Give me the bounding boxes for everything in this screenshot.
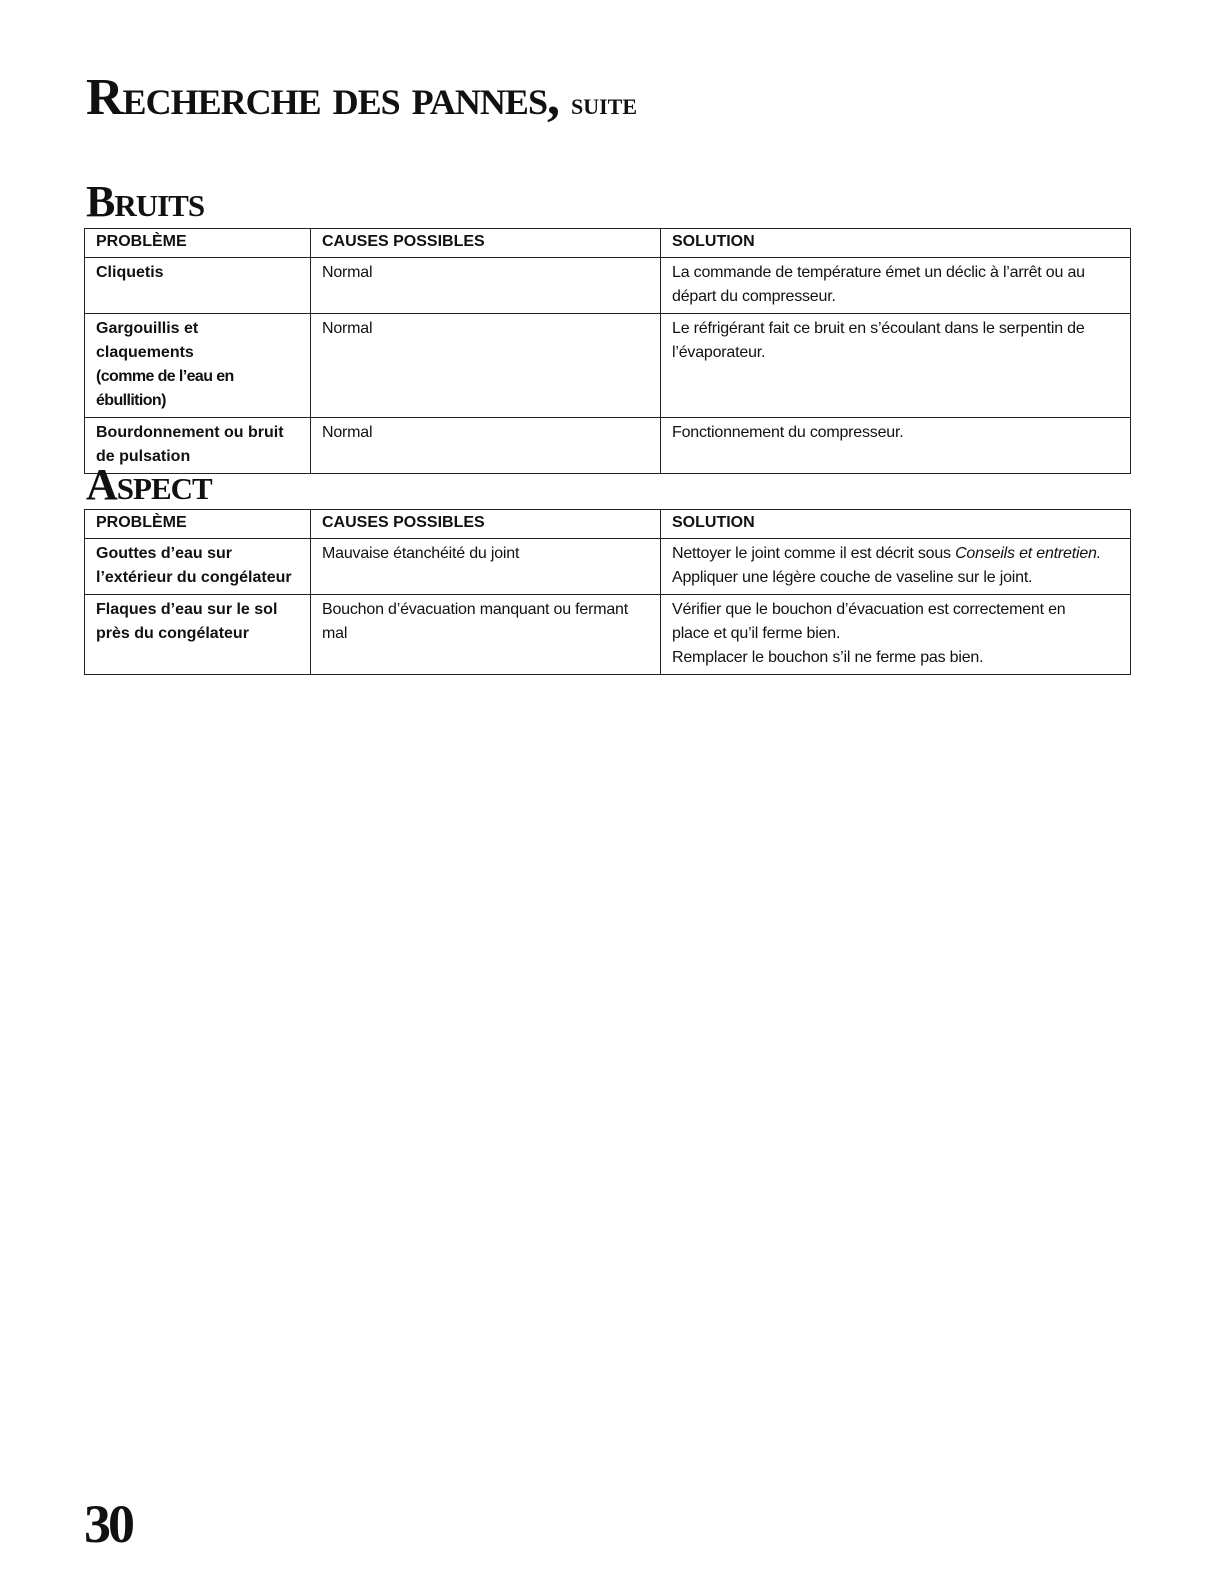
cell-text: Fonctionnement du compresseur. xyxy=(672,424,904,441)
cell-solution xyxy=(661,418,1131,474)
cell-probleme xyxy=(85,314,311,418)
cell-probleme xyxy=(85,258,311,314)
cell-text: Flaques d’eau sur le sol xyxy=(96,601,278,618)
page-title xyxy=(86,68,637,133)
cell-text: (comme de l’eau en ébullition) xyxy=(96,368,234,409)
column-header-solution: SOLUTION xyxy=(661,229,1131,258)
cell-text: l’évaporateur. xyxy=(672,344,766,361)
column-header-causes: CAUSES POSSIBLES xyxy=(311,510,661,539)
cell-causes xyxy=(311,418,661,474)
cell-text: Vérifier que le bouchon d’évacuation est correctement en xyxy=(672,601,1066,618)
cell-text: départ du compresseur. xyxy=(672,288,836,305)
cell-text: mal xyxy=(322,625,348,642)
cell-causes xyxy=(311,595,661,675)
cell-causes xyxy=(311,314,661,418)
table-row xyxy=(85,314,1131,418)
column-header-probleme: PROBLÈME xyxy=(85,229,311,258)
column-header-probleme: PROBLÈME xyxy=(85,510,311,539)
cell-text: Gouttes d’eau sur xyxy=(96,545,233,562)
cell-probleme xyxy=(85,539,311,595)
cell-probleme xyxy=(85,595,311,675)
cell-causes xyxy=(311,258,661,314)
cell-text: Bouchon d’évacuation manquant ou fermant xyxy=(322,601,628,618)
cell-text: La commande de température émet un déclic à l’arrêt ou au xyxy=(672,264,1085,281)
cell-text: Remplacer le bouchon s’il ne ferme pas bien. xyxy=(672,649,984,666)
table-header-row xyxy=(85,510,1131,539)
column-header-solution: SOLUTION xyxy=(661,510,1131,539)
table-row xyxy=(85,595,1131,675)
cell-text: place et qu’il ferme bien. xyxy=(672,625,841,642)
cell-text: Gargouillis et claquements xyxy=(96,320,199,361)
bruits-table xyxy=(84,228,1131,474)
cell-text: Bourdonnement ou bruit xyxy=(96,424,284,441)
section-title-aspect: Aspect xyxy=(86,460,212,509)
cell-text: Appliquer une légère couche de vaseline sur le joint. xyxy=(672,569,1033,586)
cell-text: Normal xyxy=(322,320,373,337)
cell-solution xyxy=(661,595,1131,675)
cell-text: Normal xyxy=(322,424,373,441)
page-number: 30 xyxy=(84,1494,132,1554)
table-header-row xyxy=(85,229,1131,258)
section-title-bruits: Bruits xyxy=(86,177,205,226)
cell-text: Le réfrigérant fait ce bruit en s’écoulant dans le serpentin de xyxy=(672,320,1085,337)
cell-text: Cliquetis xyxy=(96,264,164,281)
cell-solution xyxy=(661,539,1131,595)
page-title-main: Recherche des pannes, xyxy=(86,69,559,126)
cell-text: Normal xyxy=(322,264,373,281)
cell-text: Mauvaise étanchéité du joint xyxy=(322,545,520,562)
table-row xyxy=(85,539,1131,595)
page-title-suffix: suite xyxy=(570,85,638,121)
cell-solution xyxy=(661,314,1131,418)
cross-reference-italic: Conseils et entretien. xyxy=(955,545,1101,562)
column-header-causes: CAUSES POSSIBLES xyxy=(311,229,661,258)
cell-text: Nettoyer le joint comme il est décrit sous xyxy=(672,545,951,562)
cell-text: l’extérieur du congélateur xyxy=(96,569,292,586)
cell-text: près du congélateur xyxy=(96,625,249,642)
table-row xyxy=(85,258,1131,314)
table-row xyxy=(85,418,1131,474)
cell-text-line xyxy=(672,542,1120,566)
cell-solution xyxy=(661,258,1131,314)
cell-text: de pulsation xyxy=(96,448,191,465)
aspect-table xyxy=(84,509,1131,675)
cell-causes xyxy=(311,539,661,595)
